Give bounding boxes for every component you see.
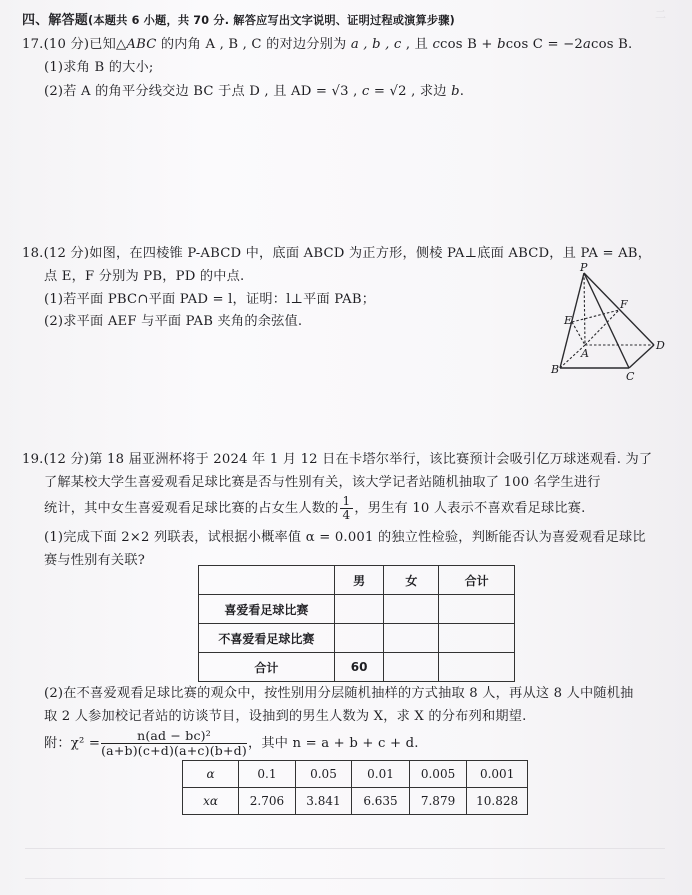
text: 的内角 A , B , C 的对边分别为 xyxy=(156,37,351,52)
pyramid-figure xyxy=(540,262,692,382)
table-cell: 10.828 xyxy=(467,788,528,815)
question-number: 18. xyxy=(22,246,44,261)
table-cell[interactable] xyxy=(439,624,515,653)
table-cell: 0.01 xyxy=(352,761,410,788)
question-points: (12 分) xyxy=(43,452,90,467)
q18-part2: (2)求平面 AEF 与平面 PAB 夹角的余弦值. xyxy=(44,314,303,329)
table-cell[interactable] xyxy=(384,624,439,653)
q19-part2-line2: 取 2 人参加校记者站的访谈节目，设抽到的男生人数为 X，求 X 的分布列和期望. xyxy=(44,709,527,724)
text: 统计，其中女生喜爱观看足球比赛的占女生人数的 xyxy=(44,501,339,516)
row-label-x-alpha: xα xyxy=(183,788,239,815)
math: a , b , c xyxy=(350,37,402,52)
math: c xyxy=(361,84,370,99)
text: , 且 xyxy=(401,37,433,52)
critical-values-table xyxy=(182,760,528,815)
q19-part1-line2: 赛与性别有关联? xyxy=(44,553,145,568)
table-cell[interactable] xyxy=(384,653,439,682)
math: b xyxy=(451,84,460,99)
text: 第 18 届亚洲杯将于 2024 年 1 月 12 日在卡塔尔举行，该比赛预计会吸引亿万球迷观看. 为了 xyxy=(89,452,653,467)
bleed-through-line xyxy=(25,878,665,879)
table-cell[interactable] xyxy=(384,595,439,624)
fraction-one-quarter xyxy=(340,495,354,522)
formula-suffix: ，其中 n = a + b + c + d. xyxy=(247,736,419,751)
question-points: (10 分) xyxy=(43,37,90,52)
table-header-male: 男 xyxy=(334,566,384,595)
table-row xyxy=(199,595,515,624)
table-row xyxy=(199,624,515,653)
table-cell[interactable] xyxy=(334,624,384,653)
formula-prefix: 附：χ² = xyxy=(44,736,101,751)
question-points: (12 分) xyxy=(43,246,90,261)
q17-part1: (1)求角 B 的大小; xyxy=(44,60,154,75)
text: (2)若 A 的角平分线交边 BC 于点 D , 且 AD = √3 , xyxy=(44,84,362,99)
q19-stem-line3 xyxy=(44,494,586,524)
table-cell xyxy=(199,566,335,595)
formula-numerator: n(ad − bc)² xyxy=(101,729,247,744)
text: . xyxy=(459,84,465,99)
bleed-through-line xyxy=(25,848,665,849)
label-A: A xyxy=(581,347,589,360)
table-cell: 0.05 xyxy=(295,761,352,788)
contingency-table xyxy=(198,565,515,682)
table-cell: 2.706 xyxy=(239,788,296,815)
math: b xyxy=(497,37,506,52)
label-P: P xyxy=(580,262,588,274)
table-cell: 0.1 xyxy=(239,761,296,788)
table-cell: 60 xyxy=(334,653,384,682)
math: c xyxy=(432,37,441,52)
table-cell[interactable] xyxy=(334,595,384,624)
formula-fraction xyxy=(101,729,247,758)
table-cell: 0.001 xyxy=(467,761,528,788)
text: 已知△ xyxy=(89,37,127,52)
formula-denominator: (a+b)(c+d)(a+c)(b+d) xyxy=(101,743,247,758)
label-E: E xyxy=(564,314,573,327)
table-cell: 0.005 xyxy=(409,761,467,788)
table-header-total: 合计 xyxy=(439,566,515,595)
table-row xyxy=(199,653,515,682)
row-label: 喜爱看足球比赛 xyxy=(199,595,335,624)
table-row xyxy=(183,761,528,788)
text: = √2 , 求边 xyxy=(369,84,452,99)
q17-stem xyxy=(22,37,632,53)
question-number: 17. xyxy=(22,37,44,52)
q18-part1: (1)若平面 PBC∩平面 PAD = l，证明：l⊥平面 PAB； xyxy=(44,292,376,307)
section-note: (本题共 6 小题，共 70 分. 解答应写出文字说明、证明过程或演算步骤) xyxy=(88,14,455,27)
math: ABC xyxy=(126,37,157,52)
table-cell: 3.841 xyxy=(295,788,352,815)
table-row xyxy=(183,788,528,815)
math: a xyxy=(582,37,592,52)
table-cell: 7.879 xyxy=(409,788,467,815)
row-label-alpha: α xyxy=(183,761,239,788)
q19-stem-line2: 了解某校大学生喜爱观看足球比赛是否与性别有关，该大学记者站随机抽取了 100 名学生进行 xyxy=(44,475,601,490)
table-header-female: 女 xyxy=(384,566,439,595)
table-header-row xyxy=(199,566,515,595)
fraction-denominator: 4 xyxy=(342,508,351,522)
label-D: D xyxy=(656,339,665,352)
question-number: 19. xyxy=(22,452,44,467)
row-label: 不喜爱看足球比赛 xyxy=(199,624,335,653)
label-B: B xyxy=(551,363,560,376)
fraction-numerator: 1 xyxy=(340,495,354,509)
q17-part2 xyxy=(44,84,464,100)
section-header xyxy=(22,13,455,29)
table-cell[interactable] xyxy=(439,653,515,682)
q19-part1-line1: (1)完成下面 2×2 列联表，试根据小概率值 α = 0.001 的独立性检验，判断能否认为喜爱观看足球比 xyxy=(44,530,646,545)
q19-part2-line1: (2)在不喜爱观看足球比赛的观众中，按性别用分层随机抽样的方式抽取 8 人，再从这 8 人中随机抽 xyxy=(44,686,634,701)
q18-stem-line2: 点 E，F 分别为 PB，PD 的中点. xyxy=(44,269,245,284)
row-label: 合计 xyxy=(199,653,335,682)
section-title: 四、解答题 xyxy=(22,13,89,28)
table-cell: 6.635 xyxy=(352,788,410,815)
text: cos B + xyxy=(440,37,498,52)
text: 如图，在四棱锥 P-ABCD 中，底面 ABCD 为正方形，侧棱 PA⊥底面 ABCD，且 PA = AB， xyxy=(89,246,652,261)
bleed-through-text: 二 xyxy=(655,8,667,21)
table-cell[interactable] xyxy=(439,595,515,624)
text: cos B. xyxy=(591,37,633,52)
text: cos C = −2 xyxy=(505,37,583,52)
label-F: F xyxy=(620,298,628,311)
chi-square-formula xyxy=(44,728,419,760)
q18-stem-line1 xyxy=(22,246,651,262)
text: ，男生有 10 人表示不喜欢看足球比赛. xyxy=(354,501,586,516)
label-C: C xyxy=(626,370,635,382)
q19-stem-line1 xyxy=(22,452,652,468)
